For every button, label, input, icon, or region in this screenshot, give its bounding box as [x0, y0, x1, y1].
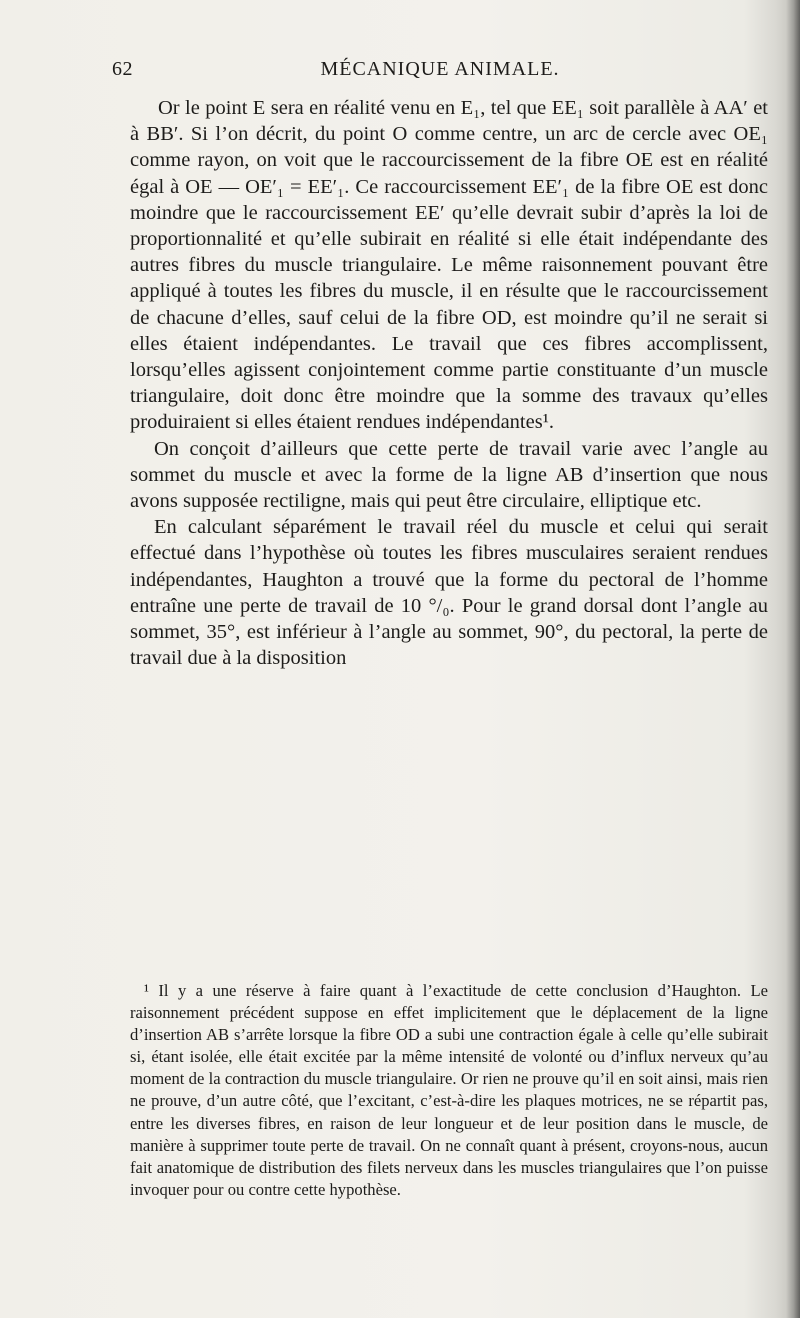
footnote: ¹ Il y a une réserve à faire quant à l’exactitude de cette conclusion d’Haughton. Le raisonnement précédent suppose en effet implicitement que le déplacement de la ligne d’insertion AB s’arrête lorsque la fibre OD a subi une contraction égale à celle qu’elle subirait si, étant isolée, elle était excitée par la même intensité de volonté ou d’influx nerveux qu’au moment de la contraction du muscle triangulaire. Or rien ne prouve qu’il en soit ainsi, mais rien ne prouve, d’un autre côté, que l’excitant, c’est-à-dire les plaques motrices, ne se répartit pas, entre les diverses fibres, en raison de leur longueur et de leur position dans le muscle, de manière à supprimer toute perte de travail. On ne connaît quant à présent, croyons-nous, aucun fait anatomique de distribution des filets nerveux dans les muscles triangulaires que l’on puisse invoquer pour ou contre cette hypothèse. — [130, 981, 768, 1199]
footnotes — [130, 980, 768, 1201]
running-title: MÉCANIQUE ANIMALE. — [320, 58, 560, 80]
paragraph: On conçoit d’ailleurs que cette perte de travail varie avec l’angle au sommet du muscle et avec la forme de la ligne AB d’insertion que nous avons supposée rectiligne, mais qui peut être circulaire, elliptique etc. — [130, 437, 768, 513]
main-text — [130, 95, 768, 671]
paragraph: Or le point E sera en réalité venu en E₁, tel que EE₁ soit parallèle à AA′ et à BB′. Si l’on décrit, du point O comme centre, un arc de cercle avec OE₁ comme rayon, on voit que le raccourcissement de la fibre OE est en réalité égal à OE — OE′₁ = EE′₁. Ce raccourcissement EE′₁ de la fibre OE est donc moindre que le raccourcissement EE′ qu’elle devrait subir d’après la loi de proportionnalité et qu’elle subirait en réalité si elle était indépendante des autres fibres du muscle triangulaire. Le même raisonnement pouvant être appliqué à toutes les fibres du muscle, il en résulte que le raccourcissement de chacune d’elles, sauf celui de la fibre OD, est moindre qu’il ne serait si elles étaient indépendantes. Le travail que ces fibres accomplissent, lorsqu’elles agissent conjointement comme partie constituante d’un muscle triangulaire, doit donc être moindre que la somme des travaux qu’elles produiraient si elles étaient rendues indépendantes¹. — [130, 97, 768, 434]
paragraph: En calculant séparément le travail réel du muscle et celui qui serait effectué dans l’hypothèse où toutes les fibres musculaires seraient rendues indépendantes, Haughton a trouvé que la forme du pectoral de l’homme entraîne une perte de travail de 10 °/₀. Pour le grand dorsal dont l’angle au sommet, 35°, est inférieur à l’angle au sommet, 90°, du pectoral, la perte de travail due à la disposition — [130, 516, 768, 670]
page-edge-shadow — [786, 0, 800, 1318]
running-head — [112, 58, 768, 86]
page-number: 62 — [112, 58, 133, 80]
